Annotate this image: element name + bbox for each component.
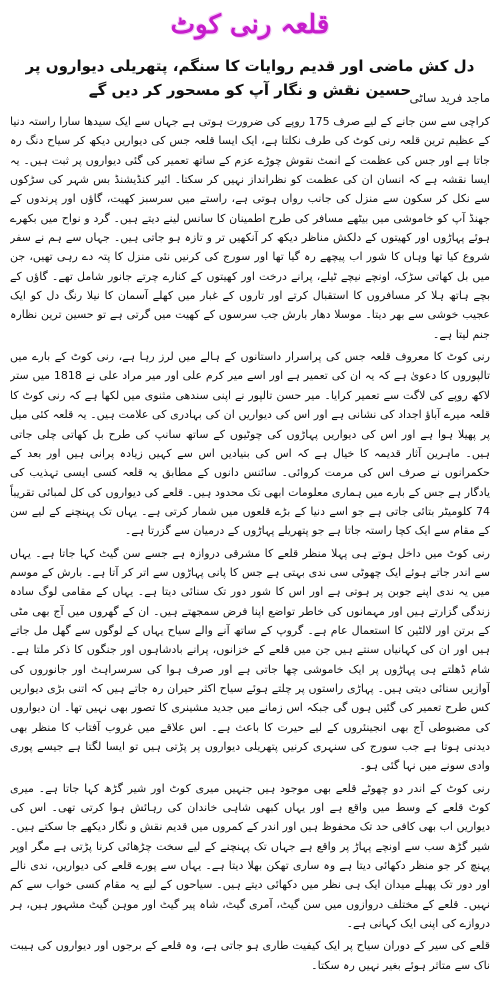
body-paragraph: رنی کوٹ میں داخل ہوتے ہی پہلا منظر قلعے کا مشرقی دروازہ ہے جسے سن گیٹ کہا جاتا ہے۔ یہاں سے اندر جاتے ہوئے ایک چھوٹی سی ندی بہتی ہے جس کا پانی پہاڑوں سے اتر کر آتا ہے۔ بارش کے موسم میں یہ ندی اپنے جوبن پر ہوتی ہے اور اس کا شور دور تک سنائی دیتا ہے۔ یہاں کے مقامی لوگ سادہ زندگی گزارتے ہیں اور مہمانوں کی خاطر تواضع اپنا فرض سمجھتے ہیں۔ ان کے گھروں میں آج بھی مٹی کے برتن اور لالٹین کا استعمال عام ہے۔ گروپ کے ساتھ آنے والے سیاح یہاں کے لوگوں سے گھل مل جاتے ہیں اور ان کی کہانیاں سنتے ہیں جن میں قلعے کے خزانوں، پرانے بادشاہوں اور جنگوں کا ذکر ملتا ہے۔ شام ڈھلتے ہی پہاڑوں پر ایک خاموشی چھا جاتی ہے اور صرف ہوا کی سرسراہٹ اور جانوروں کی آوازیں سنائی دیتی ہیں۔ پہاڑی راستوں پر چلتے ہوئے سیاح اکثر حیران رہ جاتے ہیں کہ اتنی بڑی دیواریں کس طرح تعمیر کی گئیں ہوں گی جبکہ اس زمانے میں جدید مشینری کا تصور بھی نہیں تھا۔ ان دیواروں کی مضبوطی آج بھی انجینئروں کے لیے حیرت کا باعث ہے۔ اس علاقے میں غروب آفتاب کا منظر بھی دیدنی ہوتا ہے جب سورج کی سنہری کرنیں پتھریلی دیواروں پر پڑتی ہیں تو ایسا لگتا ہے جیسے پوری وادی سونے میں نہا گئی ہو۔ — [10, 546, 490, 773]
article-body — [10, 112, 490, 986]
title-banner — [165, 6, 335, 44]
body-paragraph: رنی کوٹ کے اندر دو چھوٹے قلعے بھی موجود ہیں جنہیں میری کوٹ اور شیر گڑھ کہا جاتا ہے۔ میری کوٹ قلعے کے وسط میں واقع ہے اور یہاں کبھی شاہی خاندان کی رہائش ہوا کرتی تھی۔ اس کی دیواریں اب بھی کافی حد تک محفوظ ہیں اور اندر کے کمروں میں قدیم نقش و نگار دیکھے جا سکتے ہیں۔ شیر گڑھ سب سے اونچے پہاڑ پر واقع ہے جہاں تک پہنچنے کے لیے سخت چڑھائی کرنا پڑتی ہے مگر اوپر پہنچ کر جو منظر دکھائی دیتا ہے وہ ساری تھکن بھلا دیتا ہے۔ یہاں سے پورے قلعے کی دیواریں، ندی نالے اور دور تک پھیلے میدان ایک ہی نظر میں دکھائی دیتے ہیں۔ سیاحوں کے لیے یہ مقام کسی خواب سے کم نہیں۔ قلعے کے مختلف دروازوں میں سن گیٹ، آمری گیٹ، شاہ پیر گیٹ اور موہن گیٹ مشہور ہیں، ہر دروازے کی اپنی ایک کہانی ہے۔ — [10, 781, 490, 931]
article-subtitle: دل کش ماضی اور قدیم روایات کا سنگم، پتھریلی دیواروں پر حسین نقش و نگار آپ کو مسحور کر دیں گے — [25, 57, 475, 99]
author-name: ماجد فرید ساٹی — [409, 91, 490, 105]
body-paragraph: قلعے کی سیر کے دوران سیاح پر ایک کیفیت طاری ہو جاتی ہے، وہ قلعے کے برجوں اور دیواروں کی ہیبت ناک سے متاثر ہوئے بغیر نہیں رہ سکتا۔ — [10, 939, 490, 972]
article-title: قلعہ رنی کوٹ — [170, 10, 330, 40]
body-paragraph: کراچی سے سن جانے کے لیے صرف 175 روپے کی ضرورت ہوتی ہے جہاں سے ایک سیدھا سارا راستہ دنیا کے عظیم ترین قلعہ رنی کوٹ کی طرف نکلتا ہے، ایک ایسا قلعہ جس کی دیواریں دیکھ کر سیاح دنگ رہ جاتا ہے اور جس کی عظمت کے انمٹ نقوش چوڑے عزم کے ساتھ تعمیر کی گئی دیواروں پر ثبت ہیں۔ یہ ایسا نقشہ ہے کہ انسان ان کی عظمت کو نظرانداز نہیں کر سکتا۔ ائیر کنڈیشنڈ بس شہر کی سڑکوں سے نکل کر سکون سے منزل کی جانب رواں ہوتی ہے، راستے میں سرسبز کھیت، گاؤں اور پرندوں کے جھنڈ آپ کو خاموشی میں بیٹھے مسافر کی طرح اطمینان کا سانس لینے دیتے ہیں۔ گرد و نواح میں بکھرے ہوئے پہاڑوں اور کھیتوں کے دلکش مناظر دیکھ کر آنکھیں تر و تازہ ہو جاتی ہیں۔ جہاں سے ہم نے سفر شروع کیا تھا وہاں کا شور اب پیچھے رہ گیا تھا اور سورج کی کرنیں نئی منزل کا پتہ دے رہی تھیں، جن میں بل کھاتی سڑک، اونچے نیچے ٹیلے، پرانے درخت اور کھیتوں کے کنارے چرتے جانور شامل تھے۔ گاؤں کے بچے ہاتھ ہلا کر مسافروں کا استقبال کرتے اور تاروں کے غبار میں کھلے آسمان کا نیلا رنگ دل کو ایک عجیب خوشی سے بھر دیتا۔ موسلا دھار بارش جب سرسوں کے کھیت میں گرتی ہے تو حسین ترین نظارہ جنم لیتا ہے۔ — [10, 115, 490, 341]
body-paragraph: رنی کوٹ کا معروف قلعہ جس کی پراسرار داستانوں کے ہالے میں لرز رہا ہے، رنی کوٹ کے بارے میں تالپوروں کا دعویٰ ہے کہ یہ ان کی تعمیر ہے اور اسے میر کرم علی اور میر مراد علی نے 1818 میں ستر لاکھ روپے کی لاگت سے تعمیر کرایا۔ میر حسن تالپور نے اپنی سندھی مثنوی میں لکھا ہے کہ رنی کوٹ کا قلعہ میرے آباؤ اجداد کی نشانی ہے اور اس کی دیواریں ان کی بہادری کی علامت ہیں۔ یہ قلعہ کئی میل پر پھیلا ہوا ہے اور اس کی دیواریں پہاڑوں کی چوٹیوں کے ساتھ سانپ کی طرح بل کھاتی چلی جاتی ہیں۔ ماہرین آثار قدیمہ کا خیال ہے کہ اس کی بنیادیں اس سے کہیں زیادہ پرانی ہیں اور بعد کے حکمرانوں نے صرف اس کی مرمت کروائی۔ سائنس دانوں کے مطابق یہ قلعہ کسی ایسی تہذیب کی یادگار ہے جس کے بارے میں ہماری معلومات ابھی تک محدود ہیں۔ قلعے کی دیواروں کی کل لمبائی تقریباً 74 کلومیٹر بتائی جاتی ہے جو اسے دنیا کے بڑے قلعوں میں شمار کرتی ہے۔ یہاں تک پہنچنے کے لیے سن کے مقام سے ایک کچا راستہ جاتا ہے جو پتھریلے پہاڑوں کے درمیان سے گزرتا ہے۔ — [10, 350, 490, 538]
